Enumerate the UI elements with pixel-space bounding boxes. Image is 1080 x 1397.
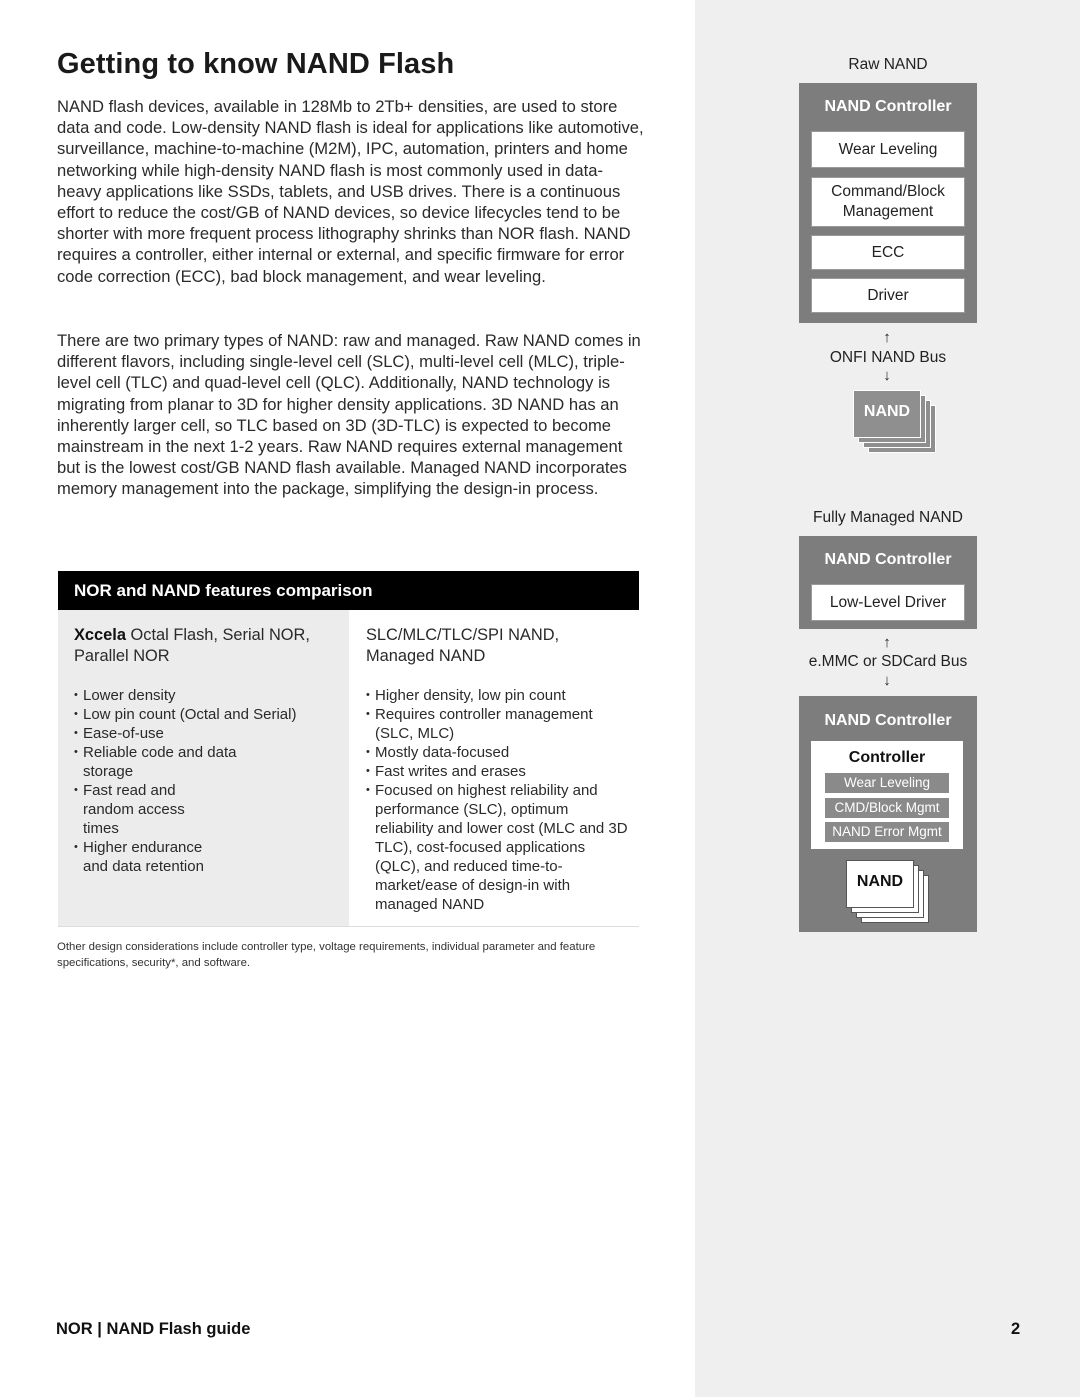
inner-controller: [811, 741, 963, 849]
nand-feature-list: [366, 686, 629, 914]
page-title: Getting to know NAND Flash: [57, 48, 455, 80]
arrow-down-icon: ↓: [883, 367, 891, 384]
list-item: • Reliable code and data storage: [74, 743, 339, 781]
managed-nand-label: Fully Managed NAND: [813, 509, 963, 526]
footer-guide-title: NOR | NAND Flash guide: [56, 1320, 251, 1338]
nor-column-title: [74, 625, 339, 667]
nor-column: [58, 610, 349, 926]
comparison-table: [58, 571, 639, 927]
raw-controller-title: NAND Controller: [824, 98, 952, 115]
comparison-header: NOR and NAND features comparison: [58, 571, 639, 610]
list-item: • Mostly data-focused: [366, 743, 629, 762]
list-item: • Higher density, low pin count: [366, 686, 629, 705]
list-item: • Fast writes and erases: [366, 762, 629, 781]
nand-column: [349, 610, 639, 926]
wear-leveling-mini-block: Wear Leveling: [825, 773, 949, 793]
nand-column-title: SLC/MLC/TLC/SPI NAND, Managed NAND: [366, 626, 560, 665]
nor-feature-list: [74, 686, 339, 876]
ecc-block: ECC: [811, 235, 965, 270]
nand-types-paragraph: There are two primary types of NAND: raw and managed. Raw NAND comes in different flavors, including single-level cell (SLC), multi-level cell (MLC), triple-level cell (TLC) and quad-level cell (QLC). Additionally, NAND technology is migrating from planar to 3D for higher density applications. 3D NAND has an inherently larger cell, so TLC based on 3D (3D-TLC) is expected to become mainstream in the next 1-2 years. Raw NAND requires external management but is the lowest cost/GB NAND flash available. Managed NAND incorporates memory management into the package, simplifying the design-in process.: [57, 331, 641, 499]
raw-nand-label: Raw NAND: [848, 56, 928, 73]
list-item: • Focused on highest reliability and performance (SLC), optimum reliability and lower cost (MLC and 3D TLC), cost-focused applications (QLC), and reduced time-to-market/ease of design-in with managed NAND: [366, 781, 629, 914]
arrow-down-icon: ↓: [883, 672, 891, 689]
wear-leveling-block: Wear Leveling: [811, 131, 965, 168]
nor-title-rest: Octal Flash, Serial NOR, Parallel NOR: [74, 626, 310, 665]
page-number: 2: [1011, 1320, 1021, 1338]
raw-nand-controller: [799, 83, 977, 323]
list-item: • Lower density: [74, 686, 339, 705]
list-item: • Fast read and random access times: [74, 781, 339, 838]
list-item: • Low pin count (Octal and Serial): [74, 705, 339, 724]
onfi-bus-label: ONFI NAND Bus: [829, 349, 947, 366]
design-considerations-note: Other design considerations include controller type, voltage requirements, individual parameter and feature specifications, security*, and software.: [57, 941, 596, 969]
package-controller-title: NAND Controller: [824, 712, 952, 729]
managed-nand-controller: [799, 536, 977, 629]
arrow-up-icon: ↑: [883, 329, 891, 346]
xccela-brand: Xccela: [74, 626, 126, 644]
list-item: • Higher endurance and data retention: [74, 838, 339, 876]
list-item: • Requires controller management (SLC, MLC): [366, 705, 629, 743]
arrow-up-icon: ↑: [883, 634, 891, 651]
managed-nand-chip-label: NAND: [856, 873, 904, 890]
command-block-management-block: Command/Block Management: [811, 177, 965, 227]
intro-paragraph: NAND flash devices, available in 128Mb to 2Tb+ densities, are used to store data and code. Low-density NAND flash is ideal for applications like automotive, surveillance, machine-to-machine (M2M), IPC, automation, printers and home networking while high-density NAND flash is most commonly used in data-heavy applications like SSDs, tablets, and USB drives. There is a continuous effort to reduce the cost/GB of NAND devices, so device lifecycles tend to be shorter with more frequent process lithography shrinks than NOR flash. NAND requires a controller, either internal or external, and specific firmware for error code correction (ECC), bad block management, and wear leveling.: [57, 97, 644, 286]
raw-nand-chip-label: NAND: [863, 403, 911, 420]
emmc-bus-label: e.MMC or SDCard Bus: [808, 653, 968, 670]
cmd-block-mgmt-mini-block: CMD/Block Mgmt: [825, 798, 949, 818]
managed-controller-title: NAND Controller: [824, 551, 952, 568]
inner-controller-title: Controller: [848, 749, 926, 766]
nand-error-mgmt-mini-block: NAND Error Mgmt: [825, 822, 949, 842]
comparison-body: [58, 610, 639, 927]
driver-block: Driver: [811, 278, 965, 313]
list-item: • Ease-of-use: [74, 724, 339, 743]
low-level-driver-block: Low-Level Driver: [811, 584, 965, 621]
managed-nand-package: [799, 696, 977, 932]
